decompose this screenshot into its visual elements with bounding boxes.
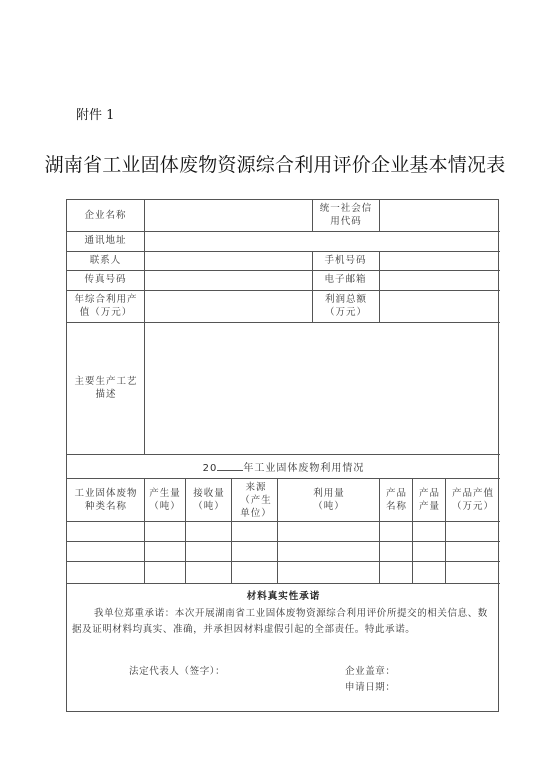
process-field[interactable]: [145, 323, 499, 454]
address-field[interactable]: [145, 232, 499, 251]
output-value-label: 年综合利用产值（万元）: [74, 294, 138, 318]
row-divider: [67, 454, 500, 455]
commitment-title: 材料真实性承诺: [246, 591, 321, 602]
mobile-label: 手机号码: [324, 255, 367, 266]
row-divider: [67, 478, 500, 479]
commitment-text: 我单位郑重承诺：本次开展湖南省工业固体废物资源综合利用评价所提交的相关信息、数据及证明材料均真实、准确，并承担因材料虚假引起的全部责任。特此承诺。: [72, 608, 488, 635]
application-date-label: 申请日期：: [345, 682, 396, 693]
table-row[interactable]: [68, 522, 499, 541]
mobile-field[interactable]: [380, 252, 499, 270]
credit-code-label: 统一社会信用代码: [319, 203, 373, 227]
col-header-received: 接收量（吨）: [193, 488, 225, 512]
col-header-waste-type: 工业固体废物种类名称: [74, 488, 138, 512]
col-header-generated: 产生量（吨）: [149, 488, 181, 512]
row-divider: [67, 583, 500, 584]
company-name-label: 企业名称: [84, 210, 127, 221]
credit-code-field[interactable]: [380, 201, 499, 231]
usage-section-title: [67, 460, 500, 475]
company-seal-label: 企业盖章：: [345, 666, 396, 677]
table-row[interactable]: [68, 542, 499, 561]
profit-field[interactable]: [380, 291, 499, 322]
output-value-field[interactable]: [145, 291, 312, 322]
fax-label: 传真号码: [84, 274, 127, 285]
company-name-field[interactable]: [145, 201, 312, 231]
form-title: 湖南省工业固体废物资源综合利用评价企业基本情况表: [44, 154, 506, 176]
profit-label: 利润总额（万元）: [324, 294, 367, 318]
process-label: 主要生产工艺描述: [74, 376, 138, 400]
attachment-label: 附件 1: [76, 108, 115, 123]
fax-field[interactable]: [145, 271, 312, 290]
email-label: 电子邮箱: [324, 274, 367, 285]
legal-rep-signature-label: 法定代表人（签字）：: [129, 666, 226, 677]
email-field[interactable]: [380, 271, 499, 290]
contact-label: 联系人: [89, 255, 122, 266]
col-divider: [312, 200, 313, 231]
table-row[interactable]: [68, 562, 499, 583]
usage-year-blank[interactable]: [217, 460, 243, 471]
address-label: 通讯地址: [84, 235, 127, 246]
col-header-product-value: 产品产值（万元）: [451, 488, 494, 512]
col-header-source: 来源（产生单位）: [240, 482, 272, 519]
usage-year-prefix: 20: [202, 463, 218, 474]
col-header-product-output: 产品产量: [418, 488, 440, 512]
col-header-product-name: 产品名称: [385, 488, 407, 512]
contact-field[interactable]: [145, 252, 312, 270]
company-info-form: [66, 199, 499, 712]
col-header-utilized: 利用量（吨）: [313, 488, 345, 512]
usage-title-text: 年工业固体废物利用情况: [243, 463, 365, 474]
